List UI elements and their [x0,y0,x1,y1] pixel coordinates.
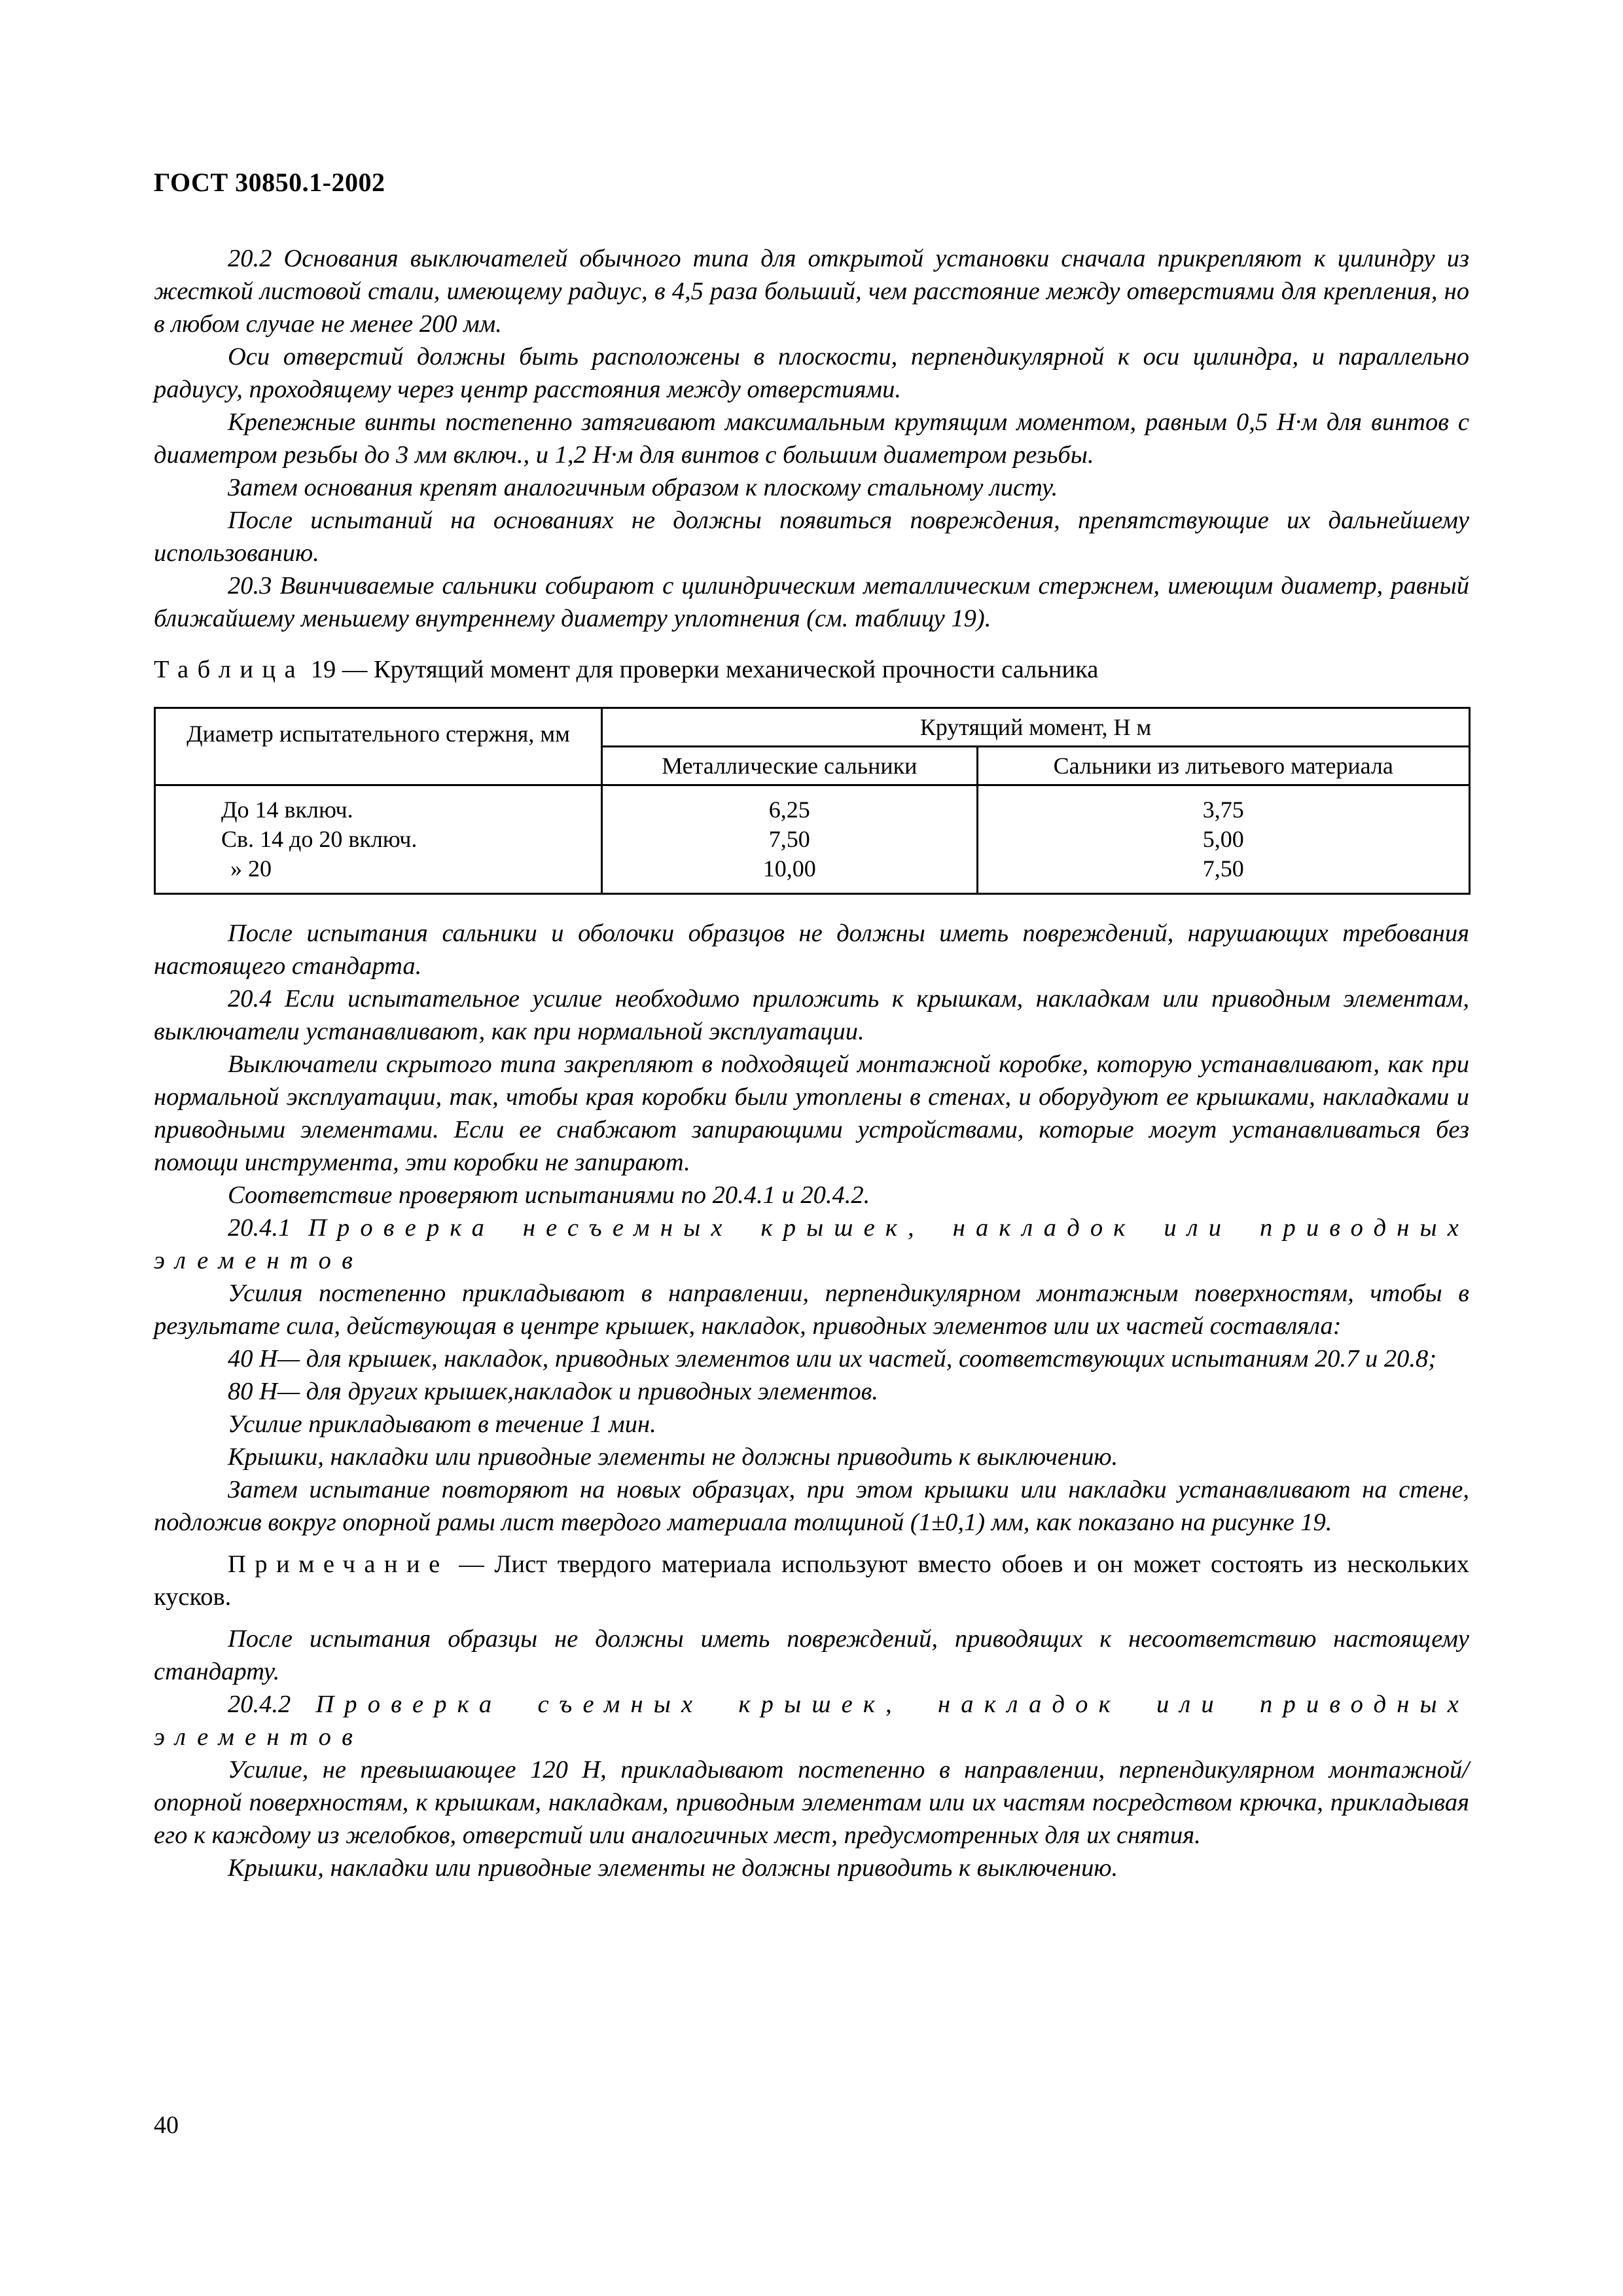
paragraph-holes-axes: Оси отверстий должны быть расположены в плоскости, перпендикулярной к оси цилиндра, и параллельно радиусу, проходящему через центр расстояния между отверстиями. [154,343,1469,403]
paragraph-flush-type: Выключатели скрытого типа закрепляют в подходящей монтажной коробке, которую устанавливают, как при нормальной эксплуатации, так, чтобы края коробки были утоплены в стенах, и оборудуют ее крышками, накладками и приводными элементами. Если ее снабжают запирающими устройствами, которые могут устанавливаться без помощи инструмента, эти коробки не запирают. [154,1050,1469,1176]
subsection-title: Проверка съемных крышек, накладок или приводных элементов [154,1691,1469,1751]
paragraph-20-3: 20.3 Ввинчиваемые сальники собирают с цилиндрическим металлическим стержнем, имеющим диаметр, равный ближайшему меньшему внутреннему диаметру уплотнения (см. таблицу 19). [154,572,1469,632]
paragraph-after-tests: После испытаний на основаниях не должны появиться повреждения, препятствующие их дальнейшему использованию. [154,507,1469,567]
table-value: 7,50 [1202,855,1244,882]
paragraph-20-2: 20.2 Основания выключателей обычного типа для открытой установки сначала прикрепляют к цилиндру из жесткой листовой стали, имеющему радиус, в 4,5 раза больший, чем расстояние между отверстиями для крепления, но в любом случае не менее 200 мм. [154,245,1469,338]
paragraph-after-test-samples: После испытания образцы не должны иметь повреждений, приводящих к несоответствию настоящему стандарту. [154,1625,1469,1685]
paragraph-40n: 40 Н— для крышек, накладок, приводных элементов или их частей, соответствующих испытаниям 20.7 и 20.8; [228,1345,1437,1372]
table-caption [154,653,1469,686]
table-header-diameter: Диаметр испытательного стержня, мм [155,708,602,785]
paragraph-flat-sheet: Затем основания крепят аналогичным образом к плоскому стальному листу. [228,474,1058,501]
paragraph-final: Крышки, накладки или приводные элементы не должны приводить к выключению. [228,1854,1118,1882]
table-value: 7,50 [768,826,810,852]
table-header-cast: Сальники из литьевого материала [977,747,1470,785]
paragraph-80n: 80 Н— для других крышек,накладок и приводных элементов. [228,1378,878,1405]
table-value: » 20 [230,855,272,882]
note-label: Примечание [228,1551,449,1578]
table-value: 3,75 [1202,797,1244,823]
table-header-torque: Крутящий момент, Н м [602,708,1470,747]
paragraph-no-switchoff: Крышки, накладки или приводные элементы не должны приводить к выключению. [228,1443,1118,1471]
paragraph-duration: Усилие прикладывают в течение 1 мин. [228,1410,656,1438]
paragraph-force-applied: Усилия постепенно прикладывают в направлении, перпендикулярном монтажным поверхностям, чтобы в результате сила, действующая в центре крышек, накладок, приводных элементов или их частей составляла: [154,1280,1469,1340]
subsection-title: Проверка несъемных крышек, накладок или приводных элементов [154,1214,1470,1274]
paragraph-20-4: 20.4 Если испытательное усилие необходимо приложить к крышкам, накладкам или приводным элементам, выключатели устанавливают, как при нормальной эксплуатации. [154,985,1469,1045]
page-body [154,242,1469,1884]
table-value: 5,00 [1202,826,1244,852]
paragraph-repeat-test: Затем испытание повторяют на новых образцах, при этом крышки или накладки устанавливают на стене, подложив вокруг опорной рамы лист твердого материала толщиной (1±0,1) мм, как показано на рисунке 19. [154,1476,1469,1536]
table-label: Таблица [154,656,305,683]
paragraph-after-gland-test: После испытания сальники и оболочки образцов не должны иметь повреждений, нарушающих требования настоящего стандарта. [154,920,1469,980]
table-value: До 14 включ. [221,797,353,823]
table-caption-text: 19 — Крутящий момент для проверки механической прочности сальника [310,656,1099,683]
note-text: — Лист твердого материала используют вместо обоев и он может состоять из нескольких кусков. [154,1551,1470,1611]
table-value: 6,25 [768,797,810,823]
note [154,1548,1469,1613]
subsection-number: 20.4.1 [228,1214,291,1242]
subsection-20-4-1 [154,1211,1469,1277]
document-header: ГОСТ 30850.1-2002 [154,168,385,197]
table-value: Св. 14 до 20 включ. [221,826,418,852]
paragraph-screws-torque: Крепежные винты постепенно затягивают максимальным крутящим моментом, равным 0,5 Н·м для винтов с диаметром резьбы до 3 мм включ., и 1,2 Н·м для винтов с большим диаметром резьбы. [154,408,1469,469]
torque-table [154,707,1471,895]
paragraph-120n: Усилие, не превышающее 120 Н, прикладывают постепенно в направлении, перпендикулярном монтажной/опорной поверхностям, к крышкам, накладкам, приводным элементам или их частям посредством крючка, прикладывая его к каждому из желобков, отверстий или аналогичных мест, предусмотренных для их снятия. [154,1756,1469,1849]
subsection-number: 20.4.2 [228,1691,291,1718]
subsection-20-4-2 [154,1688,1469,1753]
page-number: 40 [154,2111,179,2139]
paragraph-compliance: Соответствие проверяют испытаниями по 20.4.1 и 20.4.2. [228,1181,870,1209]
table-value: 10,00 [762,855,816,882]
table-cell-metal-values [602,785,978,894]
table-header-metal: Металлические сальники [602,747,978,785]
table-cell-diameters [155,785,602,894]
table-cell-cast-values [977,785,1470,894]
